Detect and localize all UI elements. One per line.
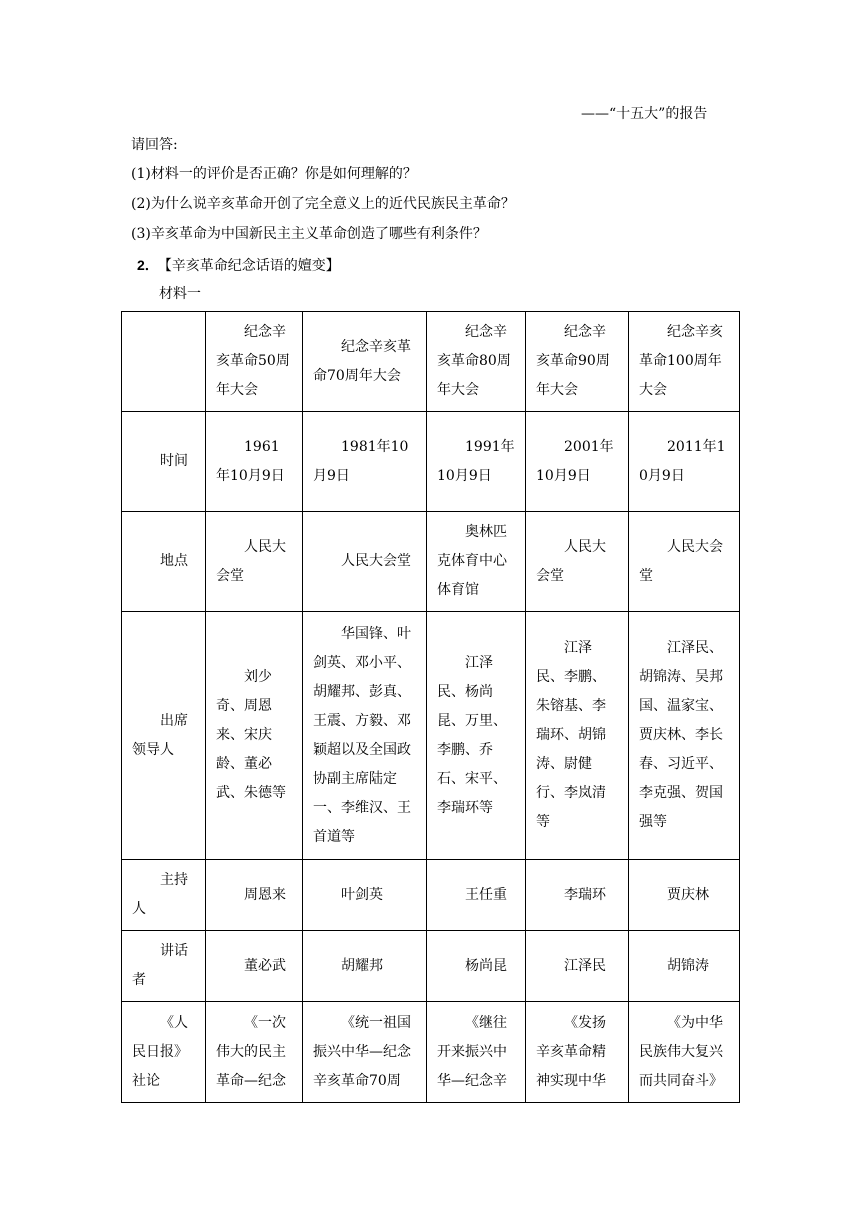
table-cell: 奥林匹克体育中心体育馆	[427, 512, 526, 612]
table-cell: 刘少奇、周恩来、宋庆龄、董必武、朱德等	[206, 612, 303, 860]
question-3: (3)辛亥革命为中国新民主主义革命创造了哪些有利条件？	[131, 226, 487, 242]
row-label-cell: 主持人	[122, 860, 206, 931]
table-row-speaker	[122, 931, 740, 1002]
table-row-location	[122, 512, 740, 612]
table-corner-cell	[122, 312, 206, 412]
table-cell: 江泽民	[526, 931, 629, 1002]
question-1: (1)材料一的评价是否正确？你是如何理解的？	[131, 166, 417, 182]
table-cell: 2001年10月9日	[526, 412, 629, 512]
table-header-row	[122, 312, 740, 412]
table-cell: 1991年10月9日	[427, 412, 526, 512]
row-label-cell: 出席领导人	[122, 612, 206, 860]
table-cell: 李瑞环	[526, 860, 629, 931]
table-header-cell: 纪念辛亥革命80周年大会	[427, 312, 526, 412]
source-line: ——“十五大”的报告	[581, 106, 708, 122]
answer-prompt: 请回答:	[131, 137, 178, 153]
table-row-host	[122, 860, 740, 931]
table-cell: 2011年10月9日	[629, 412, 740, 512]
section-number: 2．	[137, 257, 159, 273]
table-cell: 贾庆林	[629, 860, 740, 931]
table-cell: 《继往开来振兴中华—纪念辛	[427, 1002, 526, 1103]
table-cell: 《发扬辛亥革命精神实现中华	[526, 1002, 629, 1103]
table-header-cell: 纪念辛亥革命50周年大会	[206, 312, 303, 412]
table-cell: 江泽民、杨尚昆、万里、李鹏、乔石、宋平、李瑞环等	[427, 612, 526, 860]
table-cell: 《统一祖国振兴中华—纪念辛亥革命70周	[303, 1002, 427, 1103]
row-label-cell: 《人民日报》社论	[122, 1002, 206, 1103]
section-heading	[137, 255, 340, 276]
row-label-cell: 讲话者	[122, 931, 206, 1002]
table-cell: 杨尚昆	[427, 931, 526, 1002]
material-label: 材料一	[159, 286, 201, 302]
table-cell: 《为中华民族伟大复兴而共同奋斗》	[629, 1002, 740, 1103]
section-title: 【辛亥革命纪念话语的嬗变】	[164, 258, 340, 274]
table-row-time	[122, 412, 740, 512]
table-cell: 华国锋、叶剑英、邓小平、胡耀邦、彭真、王震、方毅、邓颖超以及全国政协副主席陆定一、李维汉、王首道等	[303, 612, 427, 860]
table-header-cell: 纪念辛亥革命100周年大会	[629, 312, 740, 412]
table-cell: 董必武	[206, 931, 303, 1002]
table-row-leaders	[122, 612, 740, 860]
table-cell: 人民大会堂	[206, 512, 303, 612]
table-cell: 胡锦涛	[629, 931, 740, 1002]
question-2: (2)为什么说辛亥革命开创了完全意义上的近代民族民主革命？	[131, 196, 515, 212]
row-label-cell: 地点	[122, 512, 206, 612]
table-cell: 1961年10月9日	[206, 412, 303, 512]
table-cell: 江泽民、李鹏、朱镕基、李瑞环、胡锦涛、尉健行、李岚清等	[526, 612, 629, 860]
table-cell: 人民大会堂	[629, 512, 740, 612]
table-cell: 周恩来	[206, 860, 303, 931]
row-label-cell: 时间	[122, 412, 206, 512]
table-header-cell: 纪念辛亥革命90周年大会	[526, 312, 629, 412]
commemoration-table	[121, 311, 740, 1103]
table-header-cell: 纪念辛亥革命70周年大会	[303, 312, 427, 412]
table-cell: 江泽民、胡锦涛、吴邦国、温家宝、贾庆林、李长春、习近平、李克强、贺国强等	[629, 612, 740, 860]
table-cell: 王任重	[427, 860, 526, 931]
table-row-editorial	[122, 1002, 740, 1103]
table-cell: 人民大会堂	[303, 512, 427, 612]
table-cell: 人民大会堂	[526, 512, 629, 612]
table-cell: 胡耀邦	[303, 931, 427, 1002]
table-cell: 1981年10月9日	[303, 412, 427, 512]
table-cell: 《一次伟大的民主革命—纪念	[206, 1002, 303, 1103]
table-cell: 叶剑英	[303, 860, 427, 931]
